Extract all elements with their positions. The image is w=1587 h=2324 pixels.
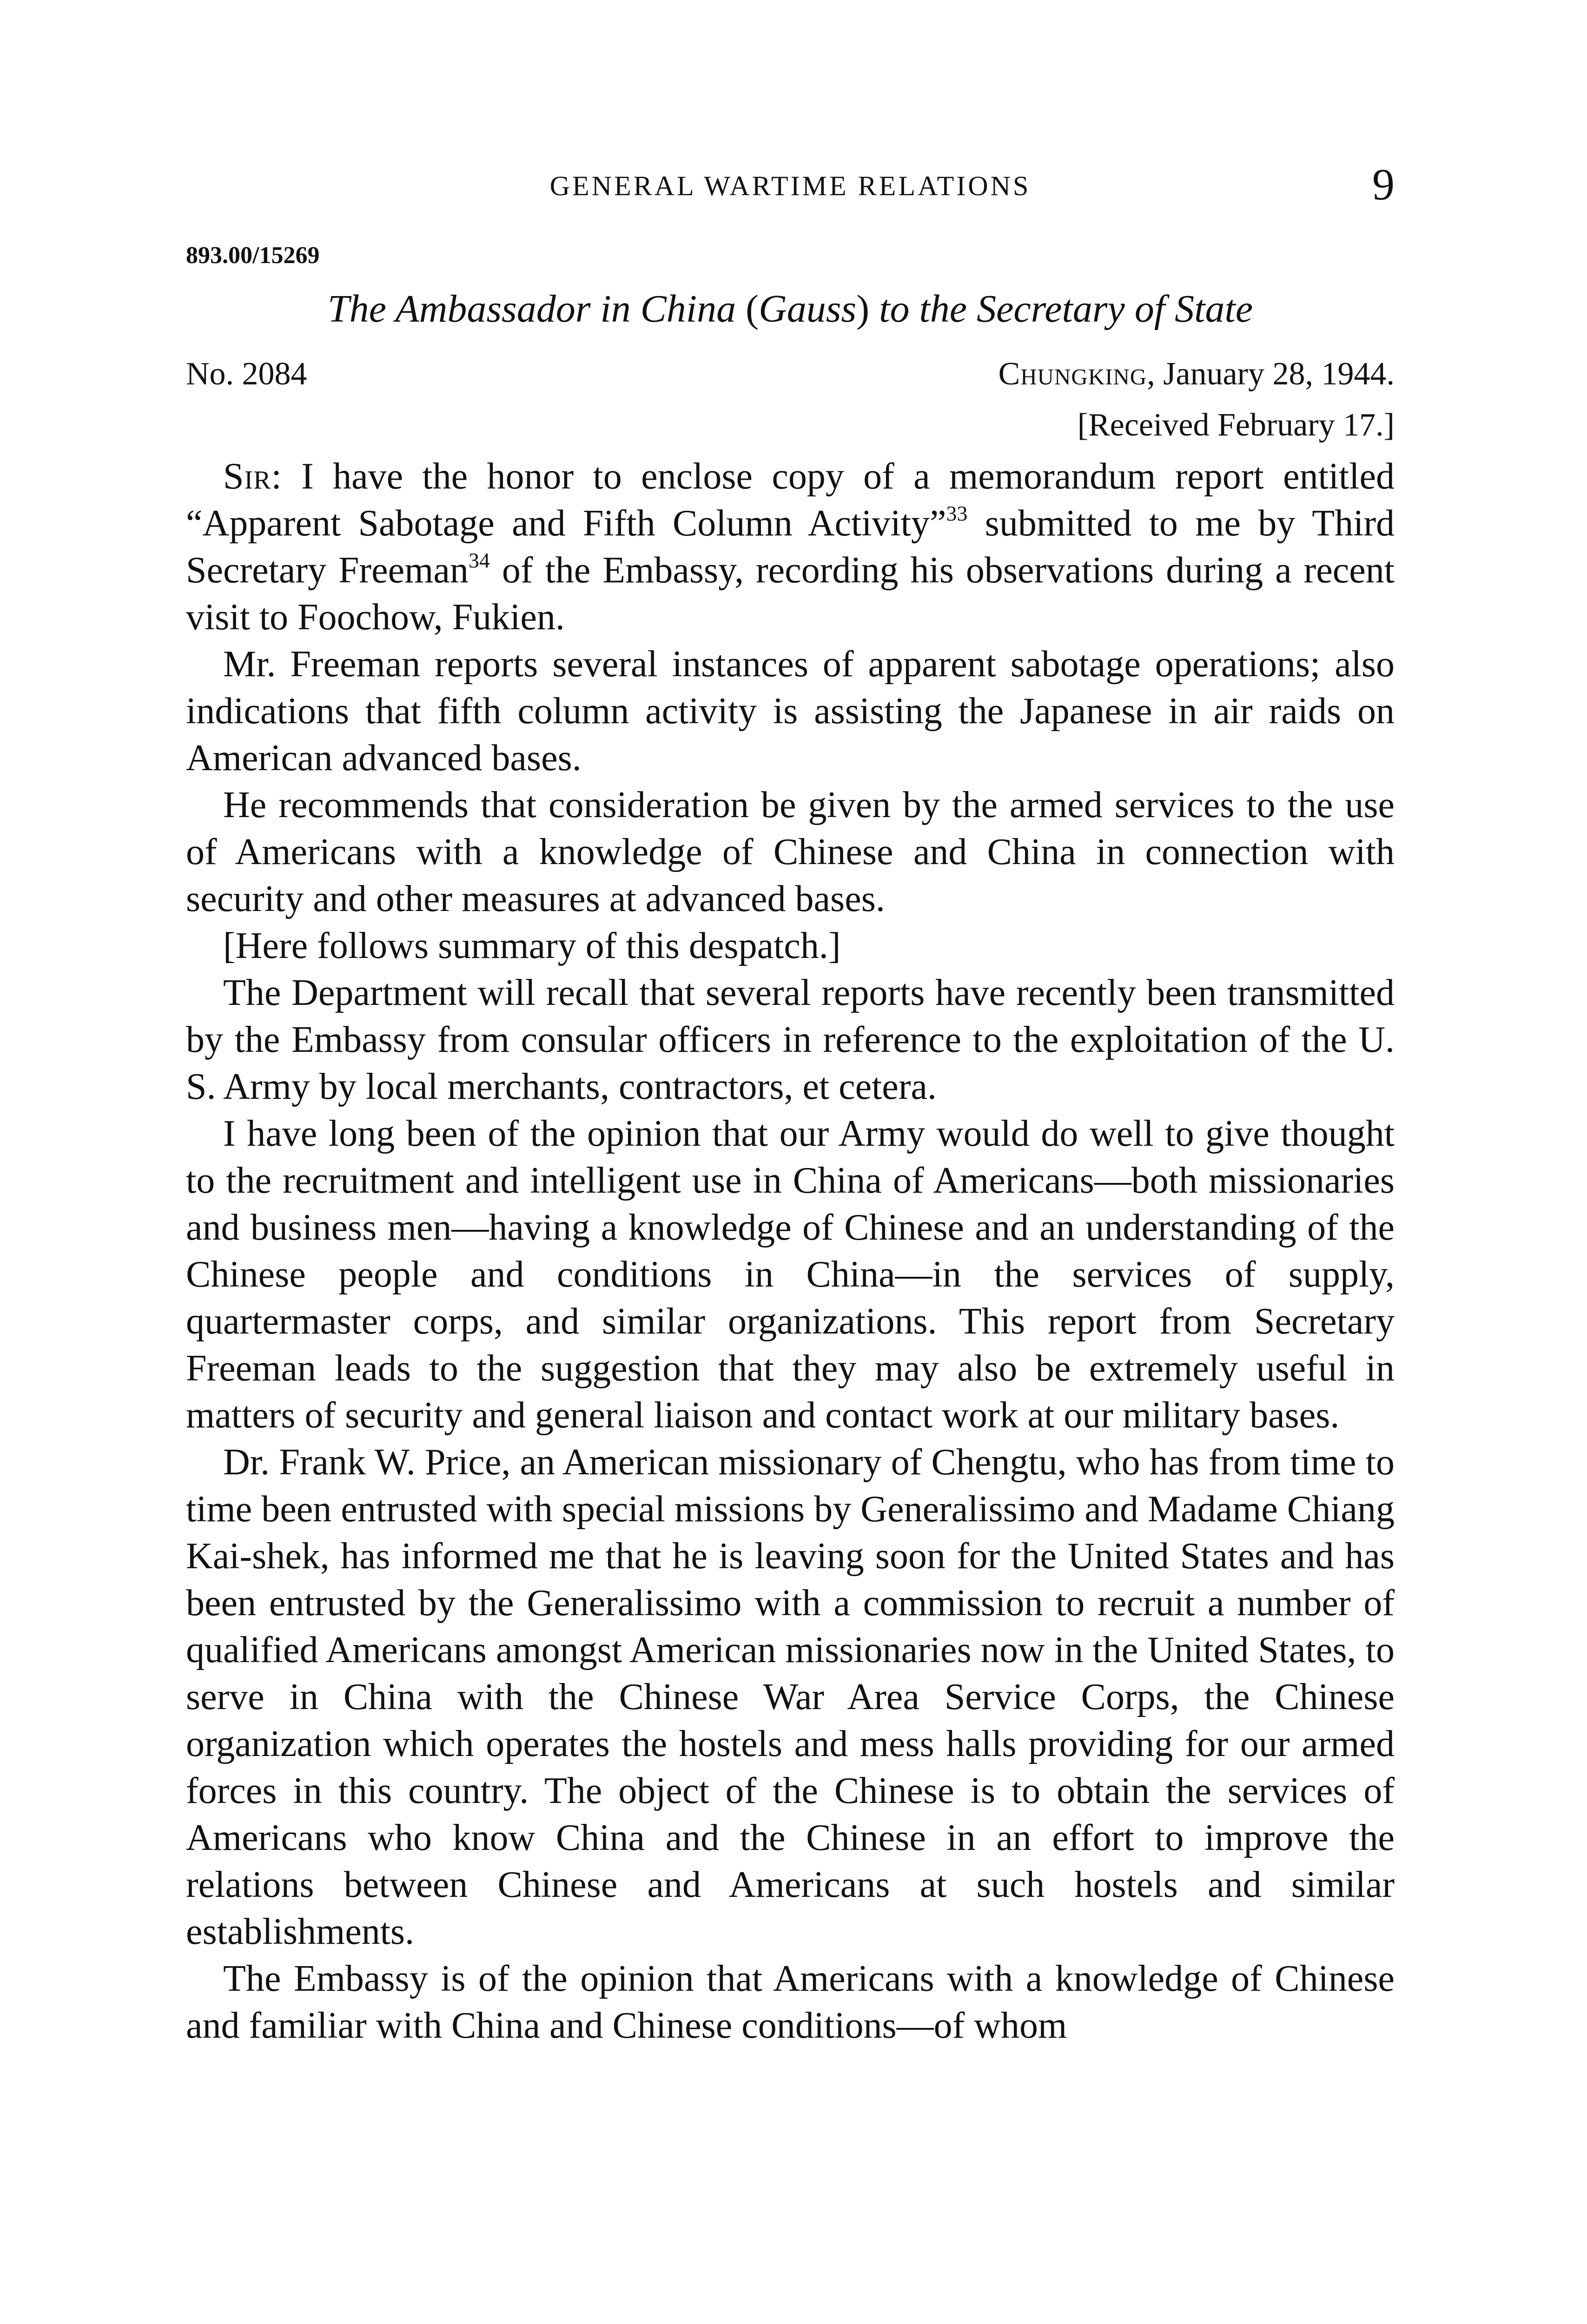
dateline-place: Chungking xyxy=(998,356,1147,392)
title-sender: (Gauss) xyxy=(746,287,870,330)
title-part-2: to the Secretary of State xyxy=(879,287,1253,330)
document-page xyxy=(186,0,1395,2324)
title-part-1: The Ambassador in China xyxy=(327,287,736,330)
letter-body xyxy=(186,453,1395,2049)
running-head xyxy=(186,160,1395,211)
paragraph-1 xyxy=(186,453,1395,641)
paragraph-1-text-b: submitted to me by Third Secretary Freeman xyxy=(186,503,1395,591)
running-title: GENERAL WARTIME RELATIONS xyxy=(549,171,1031,201)
paragraph-7: Dr. Frank W. Price, an American missionary of Chengtu, who has from time to time been entrusted with special missions by Generalissimo and Madame Chiang Kai-shek, has informed me that he is leaving soon for the United States and has been entrusted by the Generalissimo with a commission to recruit a number of qualified Americans amongst American missionaries now in the United States, to serve in China with the Chinese War Area Service Corps, the Chinese organization which operates the hostels and mess halls providing for our armed forces in this country. The object of the Chinese is to obtain the services of Americans who know China and the Chinese in an effort to improve the relations between Chinese and Americans at such hostels and similar establishments. xyxy=(186,1442,1395,1952)
footnote-ref-33: 33 xyxy=(946,502,968,525)
paragraph-8: The Embassy is of the opinion that Americans with a knowledge of Chinese and familiar with China and Chinese conditions—of whom xyxy=(186,1958,1395,2046)
footnote-ref-34: 34 xyxy=(468,548,490,572)
paragraph-5: The Department will recall that several reports have recently been transmitted by the Embassy from consular officers in reference to the exploitation of the U. S. Army by local merchants, contractors, et cetera. xyxy=(186,972,1395,1107)
received-date: [Received February 17.] xyxy=(1077,407,1395,443)
title-sender-name: Gauss xyxy=(759,287,857,330)
salutation: Sir: xyxy=(223,456,282,497)
document-title xyxy=(186,281,1395,337)
paragraph-4: [Here follows summary of this despatch.] xyxy=(223,925,841,966)
paragraph-1-text-c: of the Embassy, recording his observations during a recent visit to Foochow, Fukien. xyxy=(186,550,1395,638)
paragraph-2: Mr. Freeman reports several instances of apparent sabotage operations; also indications that fifth column activity is assisting the Japanese in air raids on American advanced bases. xyxy=(186,644,1395,779)
paragraph-1-text-a: I have the honor to enclose copy of a memorandum report entitled “Apparent Sabotage and Fifth Column Activity” xyxy=(186,456,1395,544)
document-number: No. 2084 xyxy=(186,356,307,392)
file-number: 893.00/15269 xyxy=(186,242,320,269)
page-number: 9 xyxy=(1372,159,1395,209)
dateline: Chungking, January 28, 1944. xyxy=(998,356,1395,392)
dateline-date: January 28, 1944. xyxy=(1163,356,1395,392)
paragraph-6: I have long been of the opinion that our Army would do well to give thought to the recruitment and intelligent use in China of Americans—both missionaries and business men—having a knowledge of Chinese and an understanding of the Chinese people and conditions in China—in the services of supply, quartermaster corps, and similar organizations. This report from Secretary Freeman leads to the suggestion that they may also be extremely useful in matters of security and general liaison and contact work at our military bases. xyxy=(186,1113,1395,1436)
paragraph-3: He recommends that consideration be given by the armed services to the use of Americans with a knowledge of Chinese and China in connection with security and other measures at advanced bases. xyxy=(186,785,1395,919)
